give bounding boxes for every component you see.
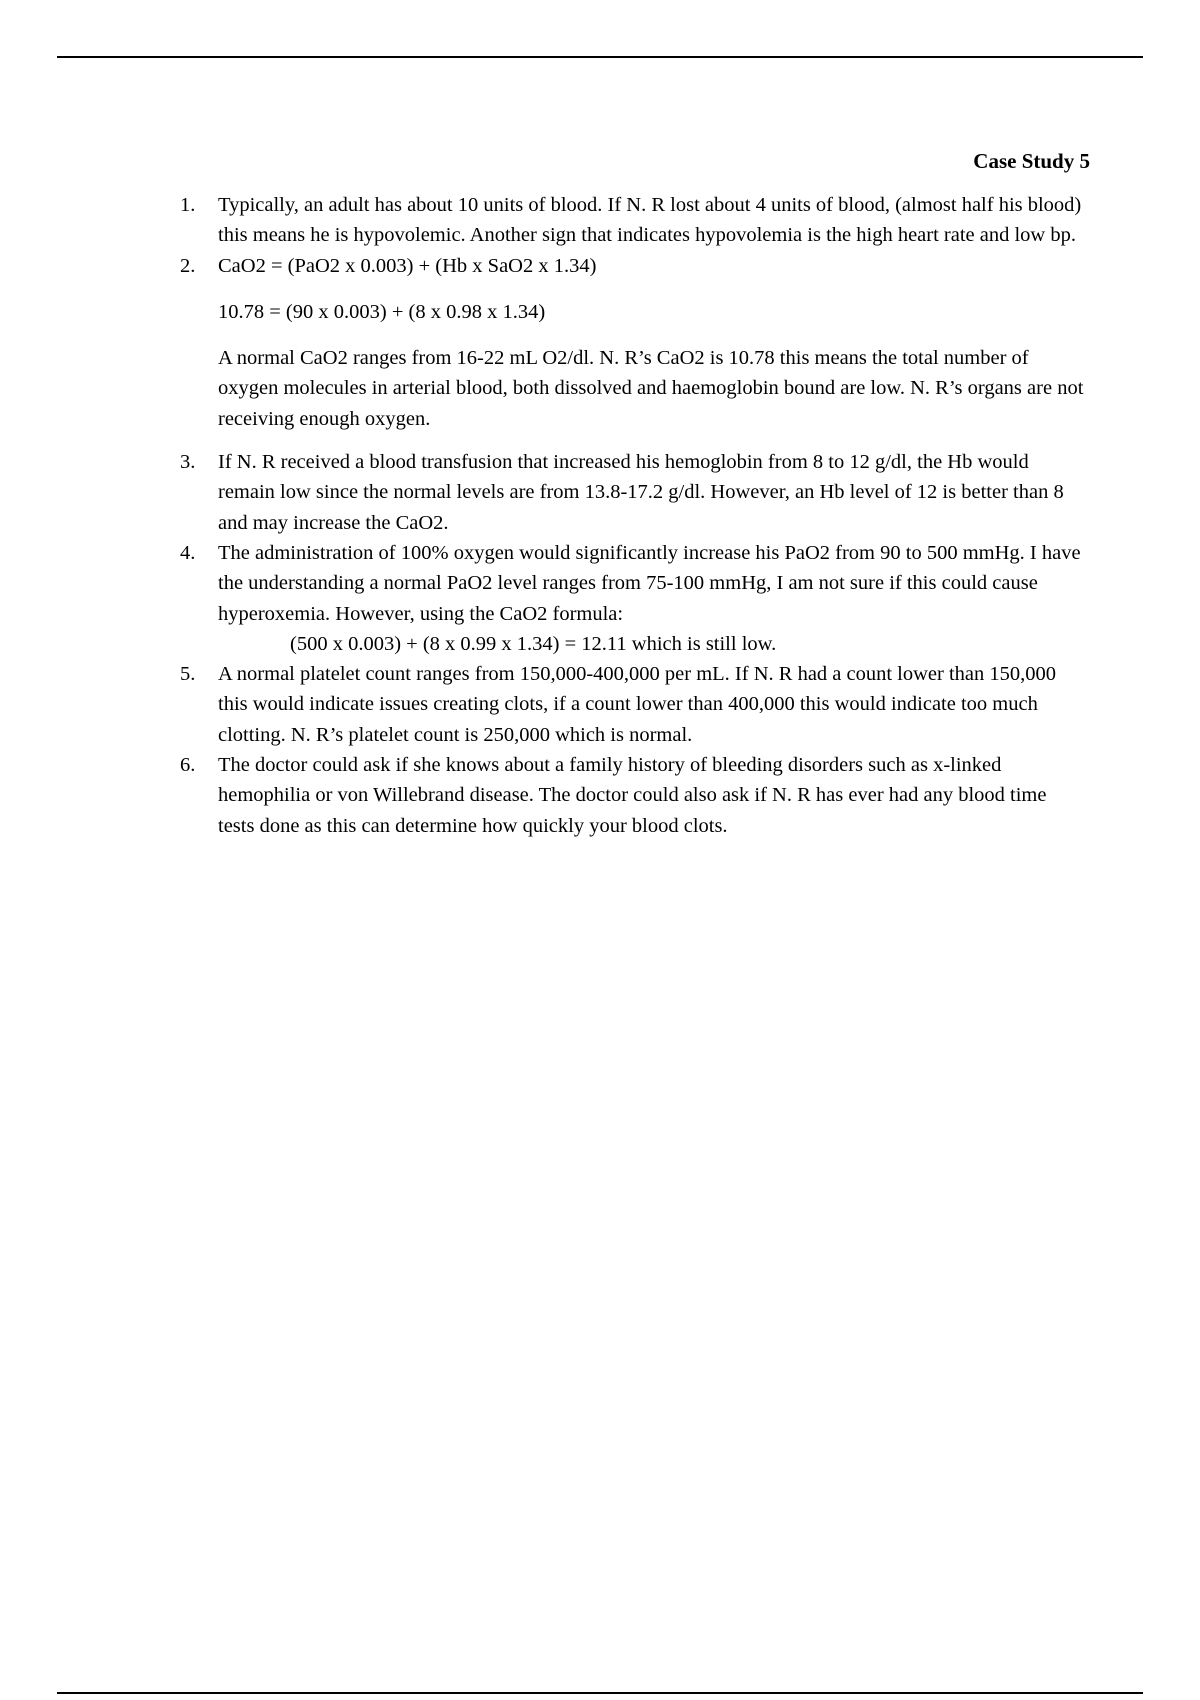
top-rule	[57, 56, 1143, 58]
list-item-2	[180, 251, 1085, 434]
page-title: Case Study 5	[973, 149, 1090, 173]
list-item-6	[180, 750, 1085, 841]
item-number: 4.	[180, 541, 196, 564]
item-number: 5.	[180, 663, 196, 686]
list-item-5	[180, 659, 1085, 750]
item-number: 3.	[180, 451, 196, 474]
item-number: 2.	[180, 254, 196, 277]
item-text: The doctor could ask if she knows about a family history of bleeding disorders such as x-linked hemophilia or von Willebrand disease. The doctor could also ask if N. R has ever had any blood time tests done as this can determine how quickly your blood clots.	[218, 754, 1047, 837]
numbered-list	[180, 190, 1085, 841]
cao2-explanation: A normal CaO2 ranges from 16-22 mL O2/dl. N. R’s CaO2 is 10.78 this means the total number of oxygen molecules in arterial blood, both dissolved and haemoglobin bound are low. N. R’s organs are not receiving enough oxygen.	[218, 347, 1084, 430]
document-body	[180, 190, 1085, 841]
cao2-calculation: 10.78 = (90 x 0.003) + (8 x 0.98 x 1.34)	[218, 300, 546, 323]
item-text: A normal platelet count ranges from 150,000-400,000 per mL. If N. R had a count lower than 150,000 this would indicate issues creating clots, if a count lower than 400,000 this would indicate too much clotting. N. R’s platelet count is 250,000 which is normal.	[218, 663, 1057, 746]
item-text: Typically, an adult has about 10 units of blood. If N. R lost about 4 units of blood, (almost half his blood) this means he is hypovolemic. Another sign that indicates hypovolemia is the high heart rate and low bp.	[218, 194, 1082, 247]
oxygen-calculation: (500 x 0.003) + (8 x 0.99 x 1.34) = 12.11 which is still low.	[290, 632, 777, 655]
list-item-1	[180, 190, 1085, 251]
list-item-4	[180, 538, 1085, 659]
item-text: If N. R received a blood transfusion that increased his hemoglobin from 8 to 12 g/dl, the Hb would remain low since the normal levels are from 13.8-17.2 g/dl. However, an Hb level of 12 is better than 8 and may increase the CaO2.	[218, 451, 1064, 534]
item-number: 1.	[180, 194, 196, 216]
cao2-formula: CaO2 = (PaO2 x 0.003) + (Hb x SaO2 x 1.34)	[218, 254, 597, 277]
item-number: 6.	[180, 754, 196, 777]
item-text: The administration of 100% oxygen would significantly increase his PaO2 from 90 to 500 mmHg. I have the understanding a normal PaO2 level ranges from 75-100 mmHg, I am not sure if this could cause hyperoxemia. However, using the CaO2 formula:	[218, 541, 1081, 625]
list-item-3	[180, 447, 1085, 538]
bottom-rule	[57, 1692, 1143, 1694]
